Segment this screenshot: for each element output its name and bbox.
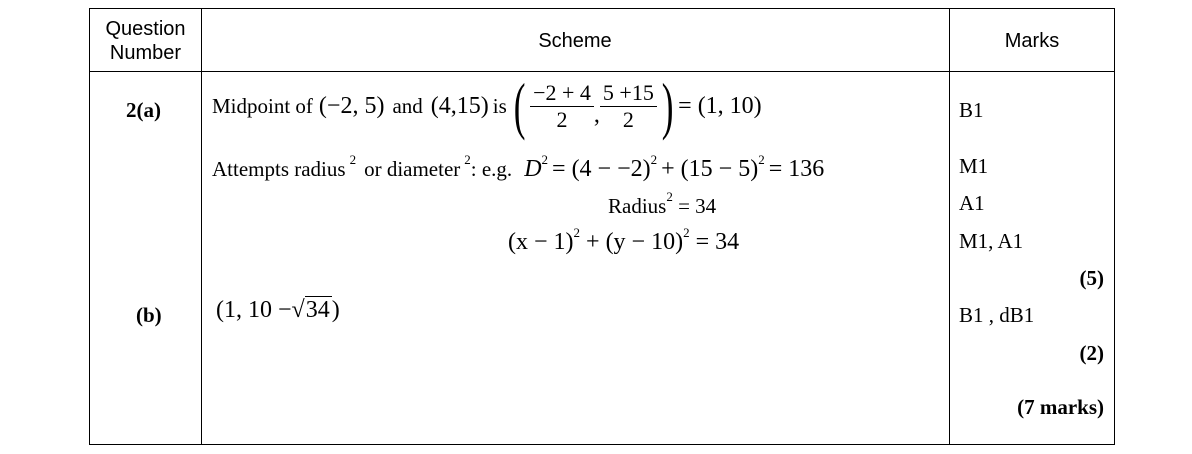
mark-m1-attempt: M1 [959, 154, 989, 178]
answer-suffix: ) [331, 297, 340, 323]
fraction-two-denominator: 2 [622, 106, 634, 132]
fraction-one-numerator: −2 + 4 [530, 80, 594, 107]
radius-value: = 34 [678, 194, 717, 218]
mark-m1-a1-equation: M1, A1 [959, 229, 1024, 253]
midpoint-y-fraction [600, 80, 657, 133]
diameter-term-one: = (4 − −2) [552, 156, 651, 182]
is-label: is [492, 93, 507, 118]
point-two: (4,15) [430, 92, 489, 119]
radius-line: Radius$^2$ = 34 [608, 189, 717, 218]
and-label: and [392, 93, 423, 118]
mark-scheme-table [89, 8, 1115, 445]
question-number-b: (b) [136, 303, 162, 327]
fraction-two-numerator: 5 +15 [600, 80, 657, 107]
attempt-sup-one: 2 [349, 152, 357, 167]
column-divider-1 [201, 9, 202, 444]
header-question-number [90, 17, 201, 65]
header-scheme: Scheme [538, 30, 612, 52]
circle-term-x: (x − 1) [508, 229, 574, 255]
diameter-result: = 136 [768, 156, 825, 182]
header-marks: Marks [1004, 30, 1060, 52]
square-root-radicand: 34 [305, 297, 330, 323]
question-number-2a: 2(a) [126, 98, 161, 122]
comma-separator: , [593, 101, 600, 128]
diameter-term-two: + (15 − 5) [661, 156, 759, 182]
header-question-label: Question [105, 18, 186, 40]
attempt-sup-two: 2 [464, 152, 471, 167]
header-divider [90, 71, 1114, 72]
mark-b1-db1: B1 , dB1 [959, 303, 1035, 327]
circle-equation: $(x - 1)^2 + (y - 10)^2 = 34$ [508, 225, 740, 255]
circle-term-y: + (y − 10) [586, 229, 684, 255]
subtotal-part-b: (2) [1079, 341, 1104, 365]
column-divider-2 [949, 9, 950, 444]
diameter-symbol: D [524, 156, 542, 182]
answer-prefix: (1, 10 − [216, 297, 292, 323]
total-marks: (7 marks) [1017, 395, 1104, 419]
attempt-text: Attempts radius [212, 157, 346, 181]
mark-a1-radius: A1 [959, 191, 985, 215]
midpoint-result: = (1, 10) [678, 92, 762, 119]
left-paren: ( [513, 70, 526, 141]
midpoint-prefix: Midpoint of [212, 93, 313, 118]
attempt-eg: : e.g. [470, 157, 513, 181]
right-paren: ) [661, 70, 674, 141]
attempt-line: Attempts radius $^2$ or diameter $^2$: e.g. $D^2 = (4 - -2)^2 + (15 - 5)^2 = 136$ [212, 152, 825, 182]
part-b-answer [216, 297, 340, 324]
circle-result: = 34 [695, 229, 740, 255]
attempt-or-text: or diameter [364, 157, 461, 181]
midpoint-line [212, 70, 762, 141]
midpoint-x-fraction [530, 80, 594, 133]
header-number-label: Number [109, 42, 182, 64]
mark-b1-midpoint: B1 [959, 98, 984, 122]
point-one: (−2, 5) [318, 92, 385, 119]
subtotal-part-a: (5) [1079, 266, 1104, 290]
radius-label: Radius [608, 194, 667, 218]
fraction-one-denominator: 2 [556, 106, 568, 132]
square-root: √34 [291, 297, 330, 323]
